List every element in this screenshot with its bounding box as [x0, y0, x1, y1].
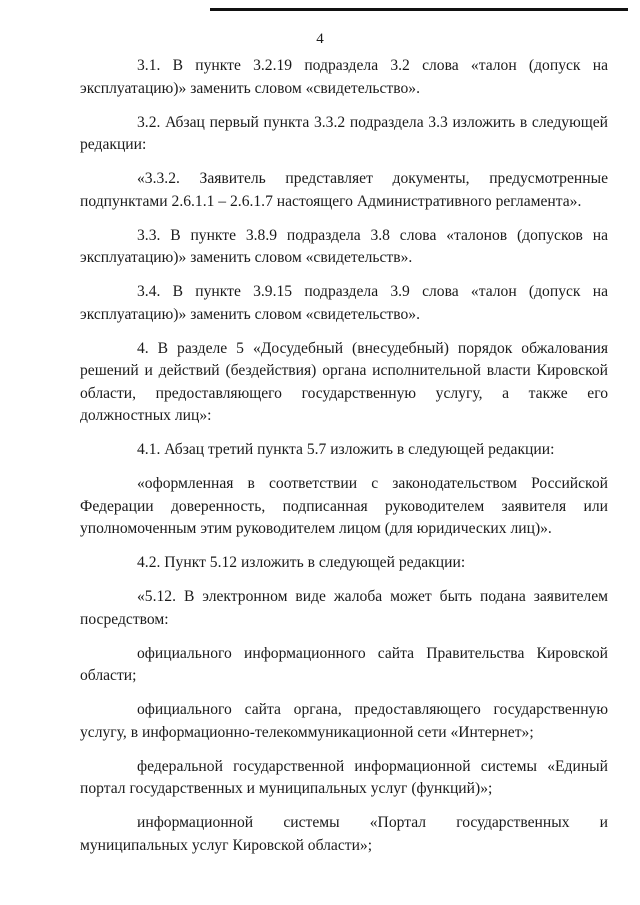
- paragraph-4-1-quote: «оформленная в соответствии с законодательством Российской Федерации доверенность, подписанная руководителем заявителя или уполномоченным этим руководителем лицом (для юридических лиц)».: [80, 475, 608, 537]
- page-number: 4: [316, 31, 324, 47]
- paragraph-3-4: 3.4. В пункте 3.9.15 подраздела 3.9 слова «талон (допуск на эксплуатацию)» заменить словом «свидетельство».: [80, 283, 608, 323]
- paragraph-item-regional-portal: информационной системы «Портал государственных и муниципальных услуг Кировской области»;: [80, 814, 608, 854]
- paragraph-3-1: 3.1. В пункте 3.2.19 подраздела 3.2 слова «талон (допуск на эксплуатацию)» заменить словом «свидетельство».: [80, 57, 608, 97]
- paragraph-4-2: 4.2. Пункт 5.12 изложить в следующей редакции:: [137, 554, 466, 571]
- paragraph-3-3: 3.3. В пункте 3.8.9 подраздела 3.8 слова «талонов (допусков на эксплуатацию)» заменить словом «свидетельств».: [80, 226, 608, 266]
- paragraph-5-12: «5.12. В электронном виде жалоба может быть подана заявителем посредством:: [80, 588, 608, 628]
- paragraph-3-2: 3.2. Абзац первый пункта 3.3.2 подраздела 3.3 изложить в следующей редакции:: [80, 113, 608, 153]
- header-rule: [210, 8, 628, 11]
- paragraph-3-3-2-quote: «3.3.2. Заявитель представляет документы, предусмотренные подпунктами 2.6.1.1 – 2.6.1.7 настоящего Административного регламента».: [80, 170, 608, 210]
- paragraph-item-gov-site: официального информационного сайта Правительства Кировской области;: [80, 644, 608, 684]
- paragraph-item-federal-portal: федеральной государственной информационной системы «Единый портал государственных и муниципальных услуг (функций)»;: [80, 757, 608, 797]
- document-body: [80, 55, 608, 869]
- paragraph-4: 4. В разделе 5 «Досудебный (внесудебный) порядок обжалования решений и действий (бездействия) органа исполнительной власти Кировской области, предоставляющего государственную услугу, а также его должностных лиц»:: [80, 339, 608, 424]
- paragraph-item-agency-site: официального сайта органа, предоставляющего государственную услугу, в информационно-телекоммуникационной сети «Интернет»;: [80, 701, 608, 741]
- paragraph-4-1: 4.1. Абзац третий пункта 5.7 изложить в следующей редакции:: [137, 441, 555, 458]
